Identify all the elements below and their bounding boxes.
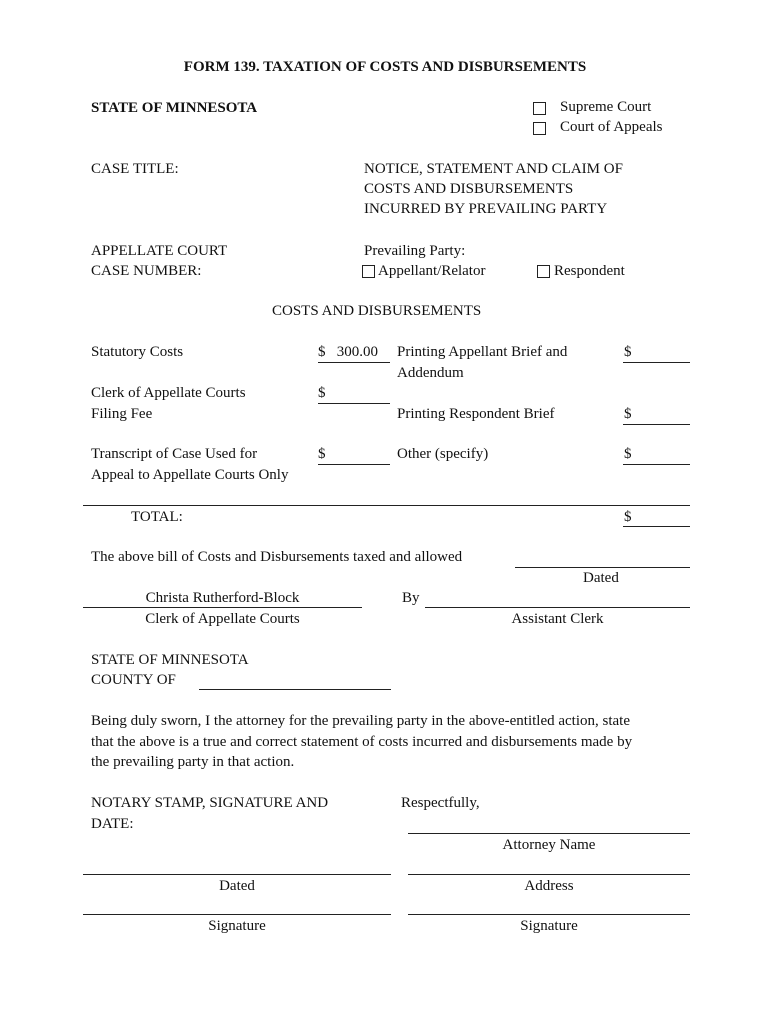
transcript-line-1: Transcript of Case Used for [91,446,258,462]
total-label: TOTAL: [131,509,183,525]
appellant-brief-amount-field[interactable] [623,362,690,363]
costs-heading: COSTS AND DISBURSEMENTS [272,303,482,319]
notary-date-field[interactable] [83,874,391,875]
respondent-label: Respondent [554,263,625,279]
county-field[interactable] [199,689,391,690]
clerk-name: Christa Rutherford-Block [145,590,300,606]
by-label: By [402,590,420,606]
statutory-costs-label: Statutory Costs [91,344,184,360]
notice-line-3: INCURRED BY PREVAILING PARTY [364,201,608,217]
prevailing-party-label: Prevailing Party: [364,243,466,259]
clerk-fee-line-2: Filing Fee [91,406,153,422]
total-amount-field[interactable] [623,526,690,527]
appellant-brief-line-1: Printing Appellant Brief and [397,344,568,360]
respondent-brief-label: Printing Respondent Brief [397,406,555,422]
taxed-statement: The above bill of Costs and Disbursements taxed and allowed [91,549,463,565]
oath-line-2: that the above is a true and correct statement of costs incurred and disbursements made by [91,734,633,750]
venue-county-label: COUNTY OF [91,672,176,688]
state-heading: STATE OF MINNESOTA [91,100,258,116]
attorney-name-field[interactable] [408,833,690,834]
total-dollar: $ [624,509,632,525]
notary-signature-field[interactable] [83,914,391,915]
respondent-brief-amount-field[interactable] [623,424,690,425]
transcript-amount-field[interactable] [318,464,390,465]
other-costs-dollar: $ [624,446,632,462]
attorney-signature-label: Signature [520,918,578,934]
notice-line-2: COSTS AND DISBURSEMENTS [364,181,574,197]
transcript-dollar: $ [318,446,326,462]
supreme-court-checkbox[interactable] [533,102,546,115]
clerk-fee-amount-field[interactable] [318,403,390,404]
clerk-fee-line-1: Clerk of Appellate Courts [91,385,246,401]
appellant-relator-label: Appellant/Relator [378,263,486,279]
notary-dated-label: Dated [219,878,255,894]
venue-state: STATE OF MINNESOTA [91,652,249,668]
notary-line-2: DATE: [91,816,134,832]
notary-line-1: NOTARY STAMP, SIGNATURE AND [91,795,329,811]
respondent-checkbox[interactable] [537,265,550,278]
notary-signature-label: Signature [208,918,266,934]
court-of-appeals-label: Court of Appeals [560,119,663,135]
assistant-clerk-label: Assistant Clerk [511,611,604,627]
total-divider [83,505,690,506]
respondent-brief-dollar: $ [624,406,632,422]
statutory-costs-amount: $ 300.00 [318,344,378,360]
case-title-label: CASE TITLE: [91,161,179,177]
oath-line-1: Being duly sworn, I the attorney for the prevailing party in the above-entitled action, state [91,713,631,729]
statutory-costs-underline [318,362,390,363]
dated-label: Dated [583,570,619,586]
attorney-name-label: Attorney Name [502,837,596,853]
appellant-relator-checkbox[interactable] [362,265,375,278]
address-label: Address [524,878,574,894]
notice-line-1: NOTICE, STATEMENT AND CLAIM OF [364,161,623,177]
court-of-appeals-checkbox[interactable] [533,122,546,135]
address-field[interactable] [408,874,690,875]
form-title: FORM 139. TAXATION OF COSTS AND DISBURSEMENTS [183,59,587,75]
case-number-line-2: CASE NUMBER: [91,263,202,279]
clerk-fee-dollar: $ [318,385,326,401]
other-costs-amount-field[interactable] [623,464,690,465]
supreme-court-label: Supreme Court [560,99,652,115]
respectfully-label: Respectfully, [401,795,480,811]
case-number-line-1: APPELLATE COURT [91,243,228,259]
oath-line-3: the prevailing party in that action. [91,754,295,770]
appellant-brief-dollar: $ [624,344,632,360]
appellant-brief-line-2: Addendum [397,365,464,381]
attorney-signature-field[interactable] [408,914,690,915]
clerk-signature-line [83,607,362,608]
other-costs-label: Other (specify) [397,446,489,462]
transcript-line-2: Appeal to Appellate Courts Only [91,467,289,483]
assistant-clerk-signature-field[interactable] [425,607,690,608]
clerk-title: Clerk of Appellate Courts [145,611,300,627]
